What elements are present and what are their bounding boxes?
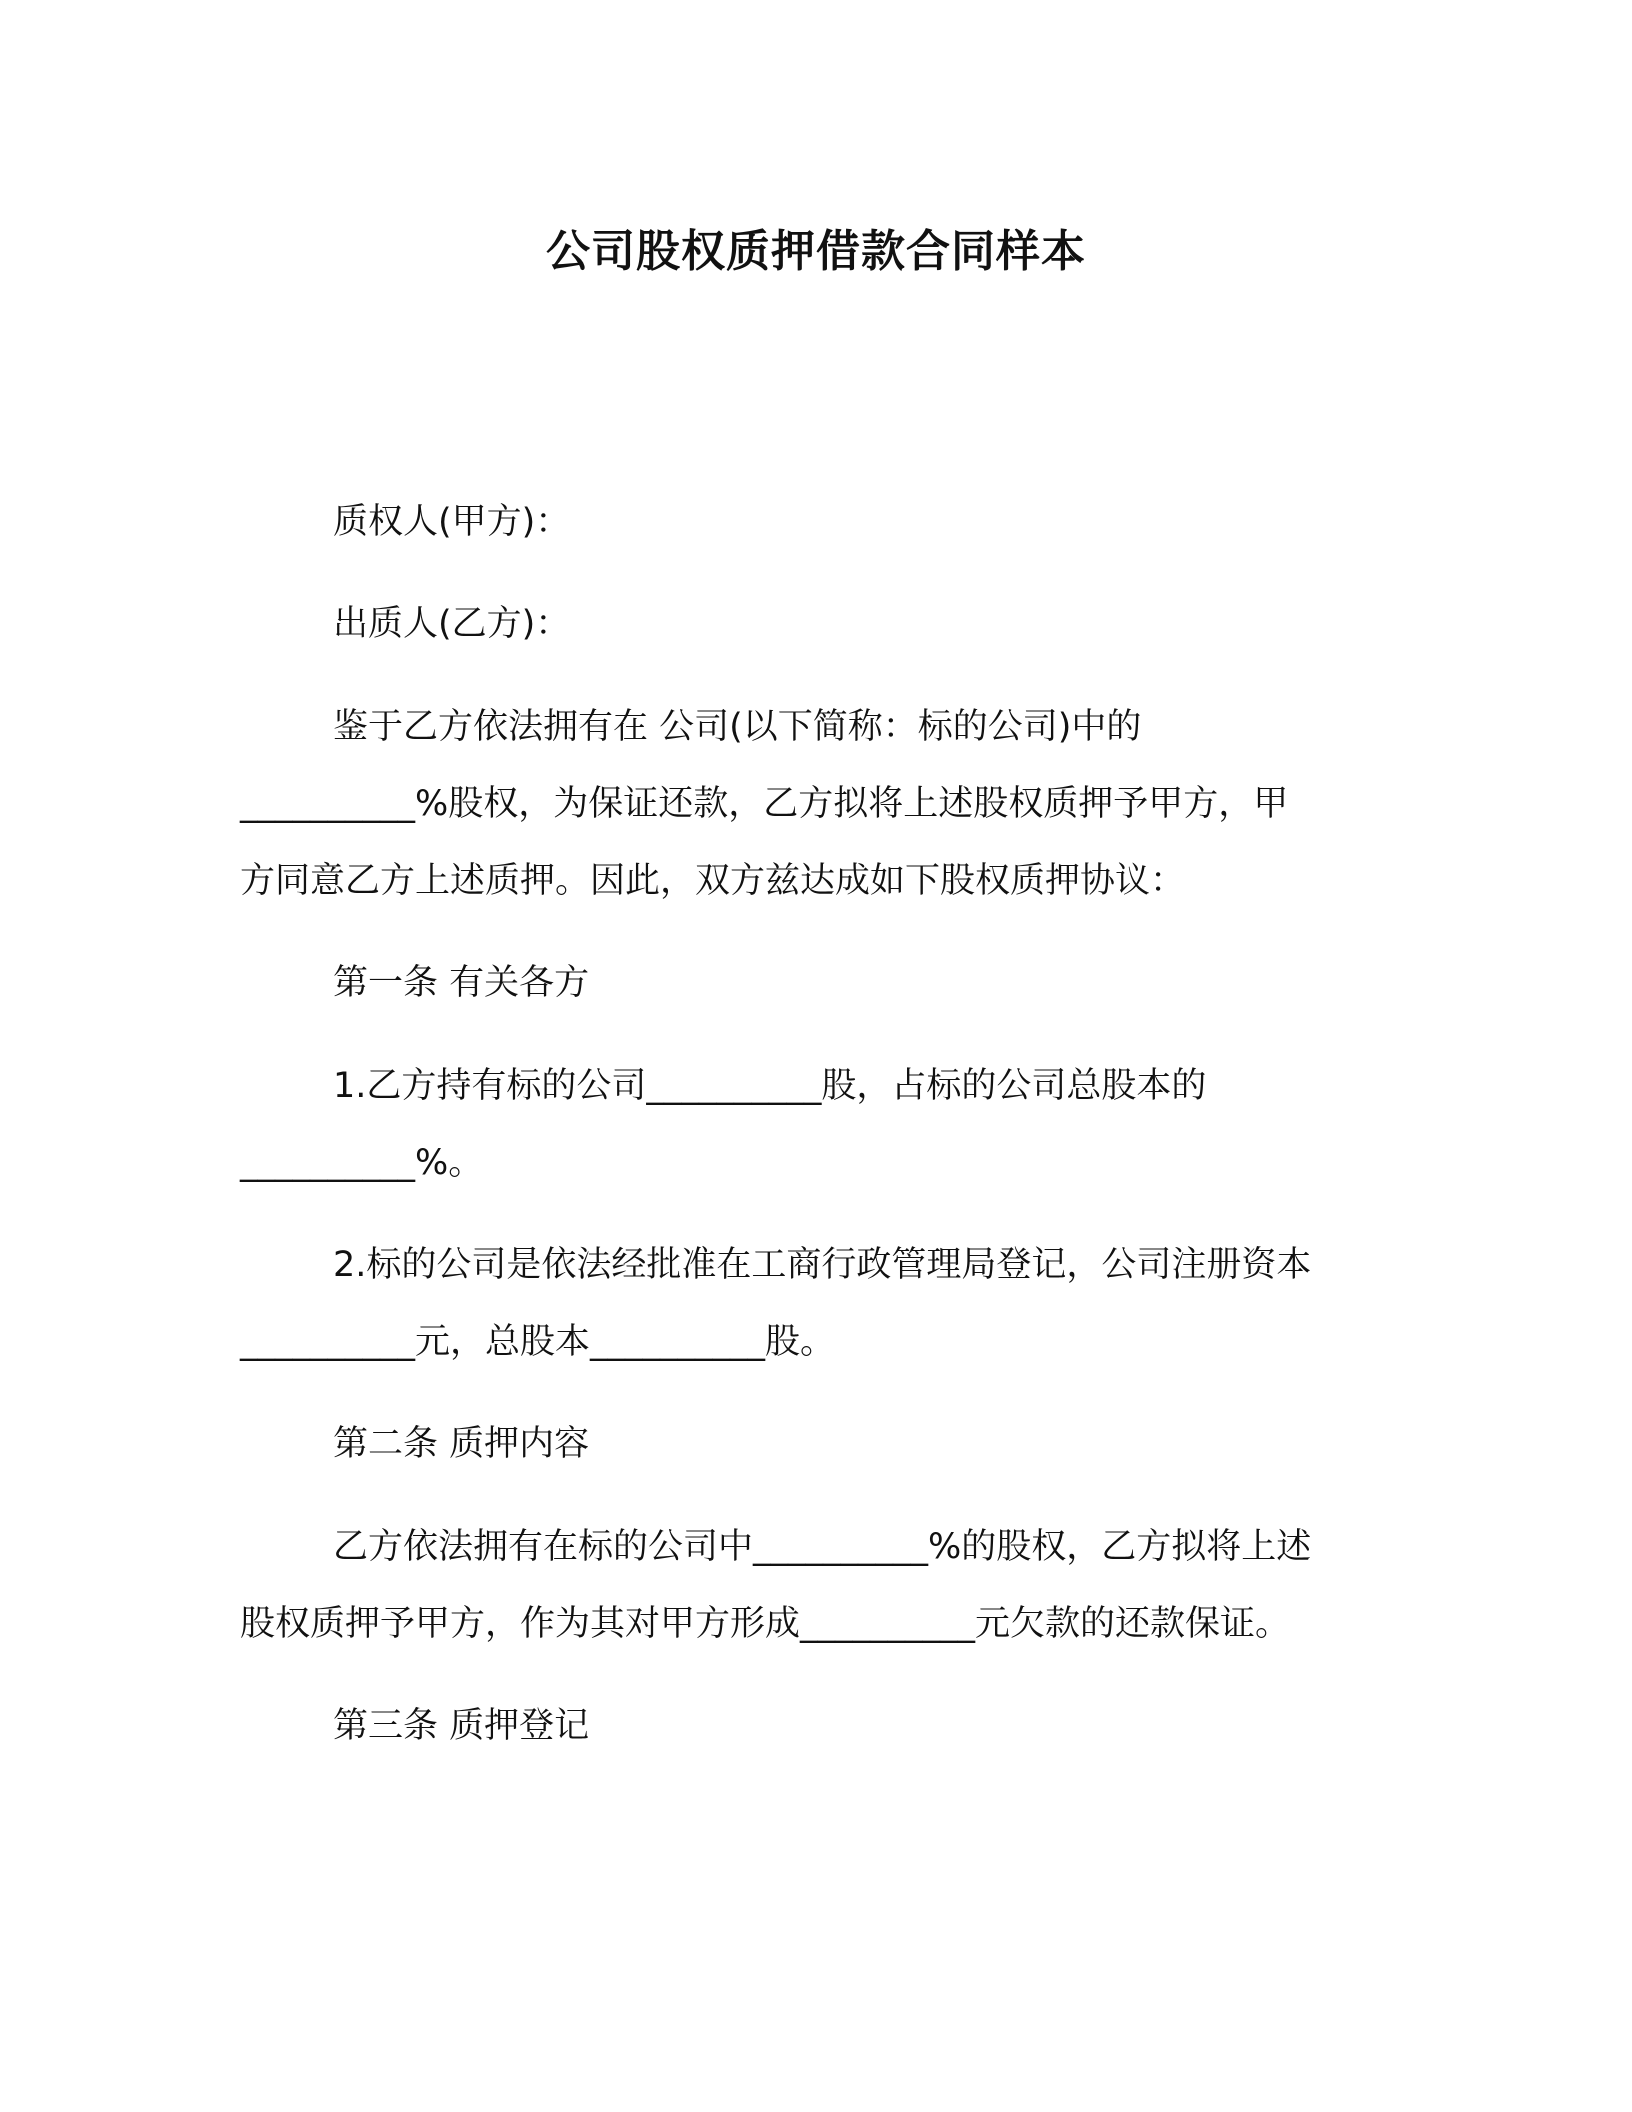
article-1-item-1-line-1: 1.乙方持有标的公司__________股，占标的公司总股本的 bbox=[333, 1066, 1207, 1106]
article-1-item-2-line-2: __________元，总股本__________股。 bbox=[240, 1322, 836, 1362]
article-1-item-2-line-1: 2.标的公司是依法经批准在工商行政管理局登记，公司注册资本 bbox=[333, 1245, 1312, 1285]
preamble-line-3: 方同意乙方上述质押。因此，双方兹达成如下股权质押协议： bbox=[240, 861, 1186, 901]
article-2-body-line-2: 股权质押予甲方，作为其对甲方形成__________元欠款的还款保证。 bbox=[240, 1604, 1291, 1644]
article-3-heading: 第三条 质押登记 bbox=[333, 1706, 590, 1746]
document-title: 公司股权质押借款合同样本 bbox=[546, 226, 1086, 277]
article-1-heading: 第一条 有关各方 bbox=[333, 963, 590, 1003]
preamble-line-1: 鉴于乙方依法拥有在 公司(以下简称：标的公司)中的 bbox=[333, 707, 1142, 747]
pledgor-line: 出质人(乙方)： bbox=[333, 604, 571, 644]
article-2-body-line-1: 乙方依法拥有在标的公司中__________%的股权，乙方拟将上述 bbox=[333, 1527, 1312, 1567]
article-2-heading: 第二条 质押内容 bbox=[333, 1424, 590, 1464]
pledgee-line: 质权人(甲方)： bbox=[333, 502, 571, 542]
article-1-item-1-line-2: __________%。 bbox=[240, 1143, 484, 1183]
preamble-line-2: __________%股权，为保证还款，乙方拟将上述股权质押予甲方，甲 bbox=[240, 784, 1289, 824]
